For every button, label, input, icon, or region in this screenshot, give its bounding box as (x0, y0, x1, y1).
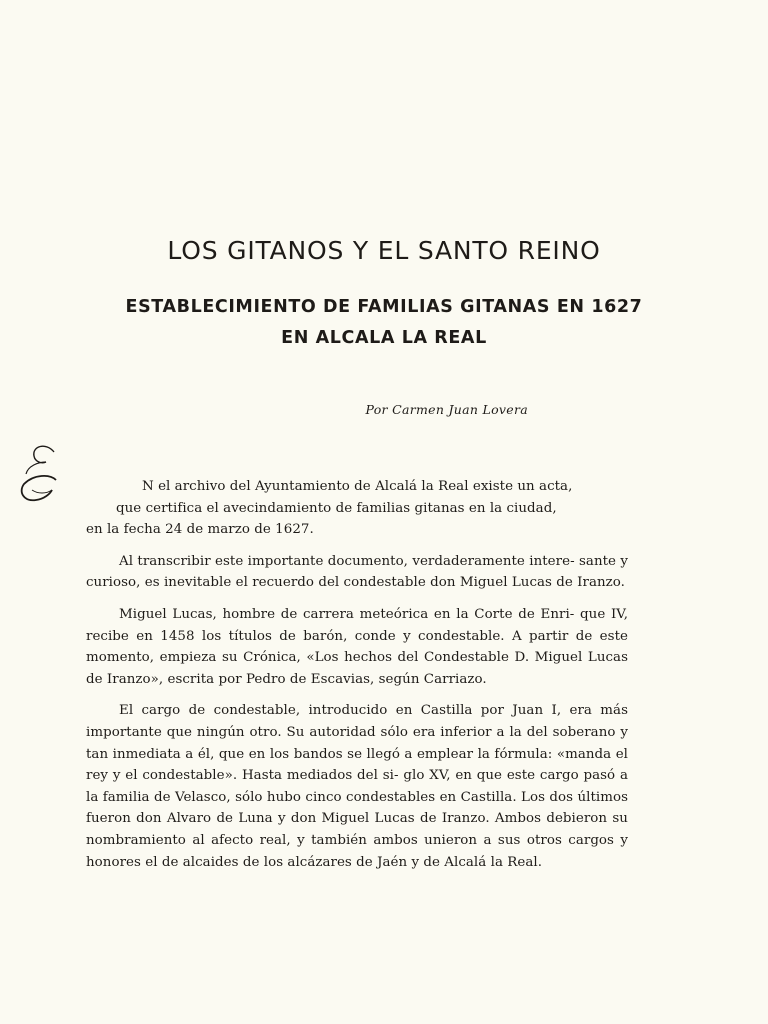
subtitle-line-1: ESTABLECIMIENTO DE FAMILIAS GITANAS EN 1627 (125, 297, 643, 317)
article-subtitle (0, 292, 768, 354)
paragraph-1 (86, 476, 628, 541)
article-body (86, 476, 628, 883)
article-title: LOS GITANOS Y EL SANTO REINO (167, 236, 601, 265)
paragraph-1-line-3: en la fecha 24 de marzo de 1627. (86, 522, 314, 538)
dropcap-e-ornament (16, 444, 60, 504)
paragraph-1-line-2: que certifica el avecindamiento de familias gitanas en la ciudad, (116, 500, 557, 516)
paragraph-3: Miguel Lucas, hombre de carrera meteórica en la Corte de Enri- que IV, recibe en 1458 los títulos de barón, conde y condestable. A partir de este momento, empieza su Crónica, «Los hechos del Condestable D. Miguel Lucas de Iranzo», escrita por Pedro de Escavias, según Carriazo. (86, 606, 628, 687)
author-byline: Por Carmen Juan Lovera (365, 402, 528, 417)
paragraph-4: El cargo de condestable, introducido en Castilla por Juan I, era más importante que ningún otro. Su autoridad sólo era inferior a la del soberano y tan inmediata a él, que en los bandos se llegó a emplear la fórmula: «manda el rey y el condestable». Hasta mediados del si- glo XV, en que este cargo pasó a la familia de Velasco, sólo hubo cinco condestables en Castilla. Los dos últimos fueron don Alvaro de Luna y don Miguel Lucas de Iranzo. Ambos debieron su nombramiento al afecto real, y también ambos unieron a sus otros cargos y honores el de alcaides de los alcázares de Jaén y de Alcalá la Real. (86, 703, 628, 870)
paragraph-2: Al transcribir este importante documento, verdaderamente intere- sante y curioso, es inevitable el recuerdo del condestable don Miguel Lucas de Iranzo. (86, 553, 628, 591)
paragraph-1-line-1: N el archivo del Ayuntamiento de Alcalá la Real existe un acta, (142, 479, 573, 494)
subtitle-line-2: EN ALCALA LA REAL (281, 328, 487, 348)
